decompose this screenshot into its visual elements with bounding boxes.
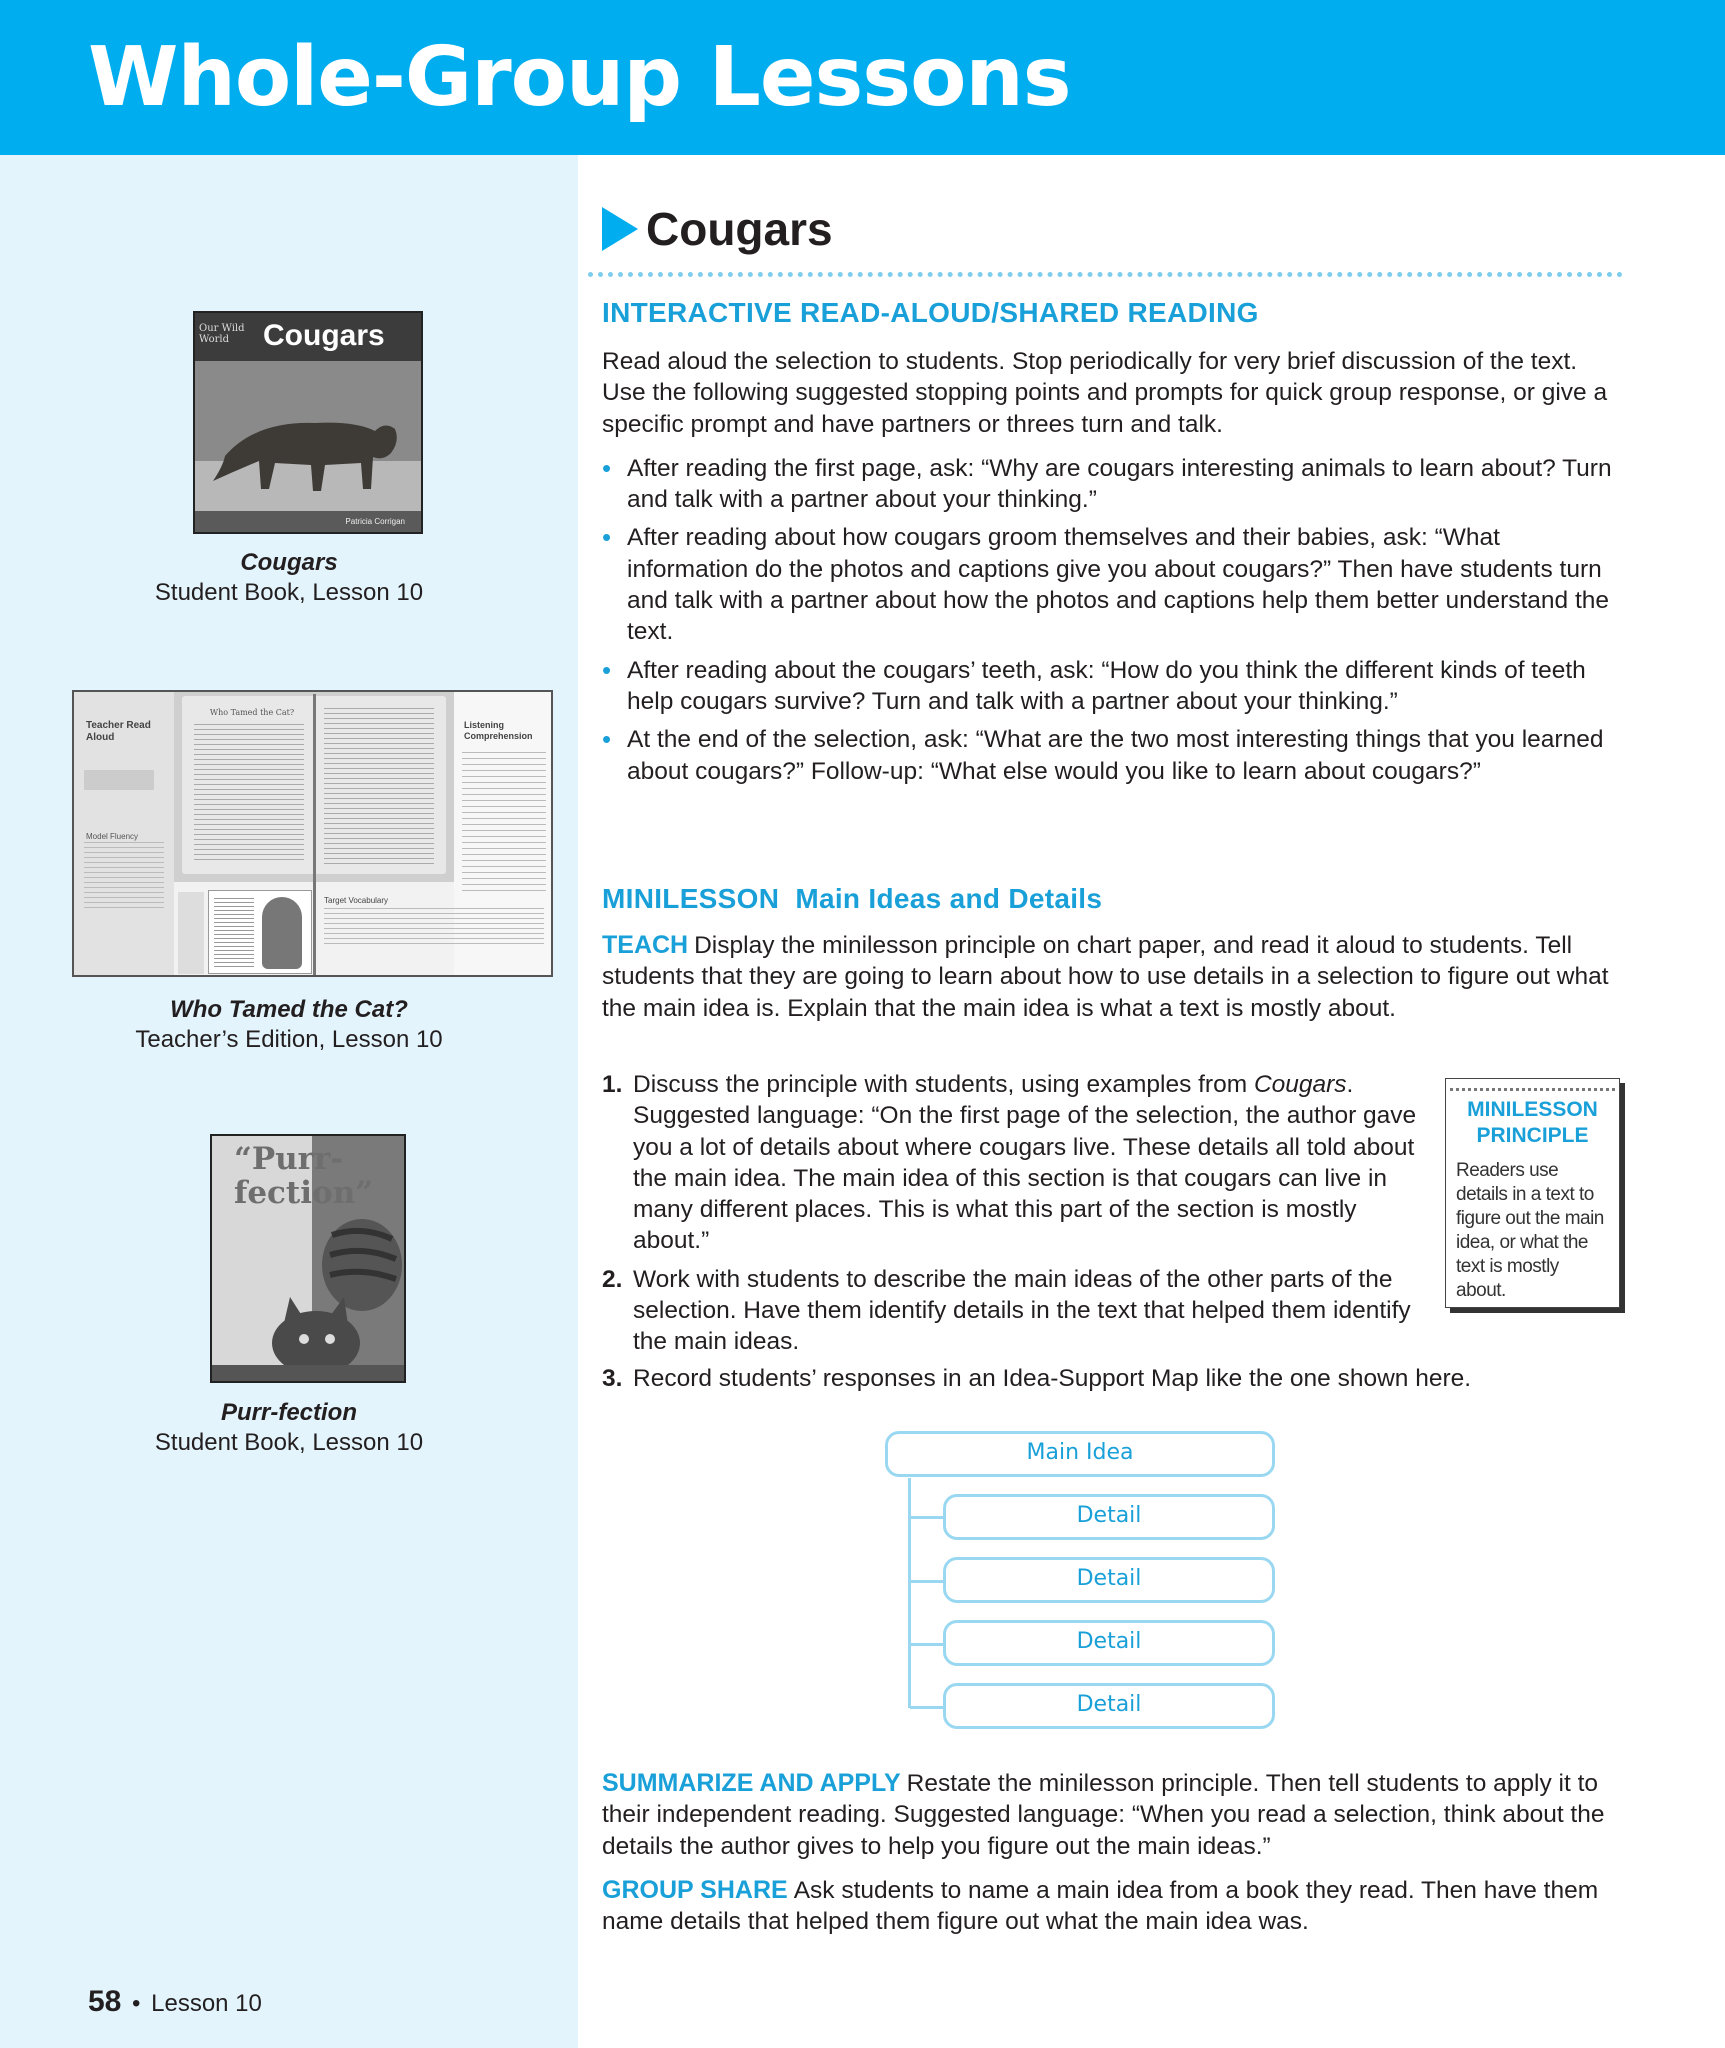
step-number: 1. (602, 1071, 623, 1098)
book-title: Cougars (240, 549, 338, 576)
minilesson-heading (602, 883, 1102, 915)
page-title: Whole-Group Lessons (88, 30, 1071, 125)
section-title-text: Cougars (646, 203, 833, 255)
prompt-list (602, 453, 1622, 787)
spread-heading: Who Tamed the Cat? (209, 708, 295, 717)
summarize-paragraph (602, 1768, 1622, 1862)
map-connector (910, 1706, 944, 1709)
step-item (602, 1363, 1622, 1394)
group-share-paragraph (602, 1875, 1622, 1938)
cover-series-logo: Our Wild World (199, 323, 245, 345)
book-source: Teacher’s Edition, Lesson 10 (135, 1026, 443, 1053)
step-text: Record students’ responses in an Idea-Support Map like the one shown here. (633, 1365, 1472, 1392)
purr-fection-caption (0, 1398, 578, 1458)
summarize-label: SUMMARIZE AND APPLY (602, 1769, 901, 1797)
page-header (0, 0, 1725, 155)
cougars-caption (0, 548, 578, 608)
section-title (602, 202, 833, 256)
list-item: • After reading about how cougars groom themselves and their babies, ask: “What information do the photos and captions give you about cougars?” Then have students turn and talk with a partner about how the photos and captions help them better understand the text. (602, 522, 1622, 647)
map-connector (910, 1643, 944, 1646)
step-item (602, 1264, 1432, 1358)
cover-title: Cougars (263, 319, 385, 352)
read-aloud-heading: INTERACTIVE READ-ALOUD/SHARED READING (602, 297, 1259, 328)
minilesson-label: MINILESSON (602, 883, 780, 914)
group-share-label: GROUP SHARE (602, 1875, 788, 1904)
dotted-divider (588, 272, 1623, 277)
main-idea-box: Main Idea (885, 1431, 1275, 1477)
cover-author: Patricia Corrigan (345, 517, 405, 526)
summarize-text: Restate the minilesson principle. Then tell students to apply it to their independent reading. Suggested language: “When you read a selection, think about the details the author gives to help you figure out the main ideas.” (602, 1770, 1605, 1860)
cougars-cover (193, 311, 423, 534)
step-book-title: Cougars (1253, 1071, 1347, 1098)
map-connector (910, 1516, 944, 1519)
book-title: Who Tamed the Cat? (170, 996, 408, 1023)
spiral-binding (1450, 1081, 1615, 1091)
list-item: • At the end of the selection, ask: “What are the two most interesting things that you learned about cougars?” Follow-up: “What else would you like to learn about cougars?” (602, 724, 1622, 787)
purr-fection-cover (210, 1134, 406, 1383)
spread-side-note: Model Fluency (86, 832, 139, 841)
step-text-pre: Discuss the principle with students, using examples from (633, 1071, 1254, 1098)
page-footer (88, 1985, 262, 2019)
spread-label-right: Listening Comprehension (464, 720, 533, 741)
read-aloud-intro: Read aloud the selection to students. Stop periodically for very brief discussion of the text. Use the following suggested stopping points and prompts for quick group response, or give a specific prompt and have partners or threes turn and talk. (602, 348, 1608, 438)
page-number: 58 (88, 1985, 122, 2018)
detail-box: Detail (943, 1494, 1275, 1540)
book-title: Purr-fection (220, 1399, 357, 1426)
footer-separator: • (132, 1990, 141, 2017)
step-number: 2. (602, 1265, 623, 1293)
principle-text: Readers use details in a text to figure out the main idea, or what the text is mostly about. (1456, 1160, 1604, 1301)
footer-lesson: Lesson 10 (151, 1990, 262, 2017)
teachers-edition-spread (72, 690, 553, 977)
group-share-text: Ask students to name a main idea from a book they read. Then have them name details that helped them figure out what the main idea was. (602, 1876, 1599, 1936)
teach-block (602, 930, 1622, 1037)
play-triangle-icon (602, 207, 638, 251)
minilesson-principle-card (1445, 1078, 1620, 1308)
steps-list (602, 1069, 1432, 1358)
spread-label-left: Teacher Read Aloud (86, 720, 151, 743)
read-aloud-body (602, 346, 1622, 794)
step-item (602, 1069, 1432, 1257)
who-tamed-caption (0, 995, 578, 1055)
steps-block-b (602, 1363, 1622, 1401)
book-source: Student Book, Lesson 10 (154, 1429, 424, 1456)
step-text: Work with students to describe the main ideas of the other parts of the selection. Have them identify details in the text that helped them identify the main ideas. (633, 1265, 1411, 1356)
teach-text: Display the minilesson principle on chart paper, and read it aloud to students. Tell students that they are going to learn about how to use details in a selection to figure out what the main idea is. Explain that the main idea is what a text is mostly about. (602, 932, 1609, 1022)
cougar-photo (195, 361, 423, 511)
map-connector-vertical (908, 1478, 911, 1708)
cover-title: “Purr-fection” (234, 1141, 374, 1211)
summarize-block (602, 1768, 1622, 1937)
map-connector (910, 1580, 944, 1583)
cat-illustration (212, 1215, 406, 1383)
list-item: • After reading the first page, ask: “Why are cougars interesting animals to learn about? Turn and talk with a partner about your thinking.” (602, 453, 1622, 516)
book-source: Student Book, Lesson 10 (154, 579, 424, 606)
step-text-post: . Suggested language: “On the first page of the selection, the author gave you a lot of details about where cougars live. These details all told about the main idea. The main idea of this section is that cougars can live in many different places. This is what this part of the section is mostly about.” (633, 1071, 1417, 1255)
spread-vocab: Target Vocabulary (324, 896, 389, 905)
detail-box: Detail (943, 1620, 1275, 1666)
steps-block-a (602, 1069, 1432, 1365)
detail-box: Detail (943, 1683, 1275, 1729)
teach-paragraph (602, 930, 1622, 1024)
list-item: • After reading about the cougars’ teeth, ask: “How do you think the different kinds of teeth help cougars survive? Turn and talk with a partner about your thinking.” (602, 655, 1622, 718)
steps-list (602, 1363, 1622, 1394)
minilesson-topic: Main Ideas and Details (795, 883, 1103, 914)
principle-heading: MINILESSON PRINCIPLE (1467, 1098, 1598, 1147)
step-number: 3. (602, 1365, 623, 1392)
teach-label: TEACH (602, 931, 689, 959)
detail-box: Detail (943, 1557, 1275, 1603)
